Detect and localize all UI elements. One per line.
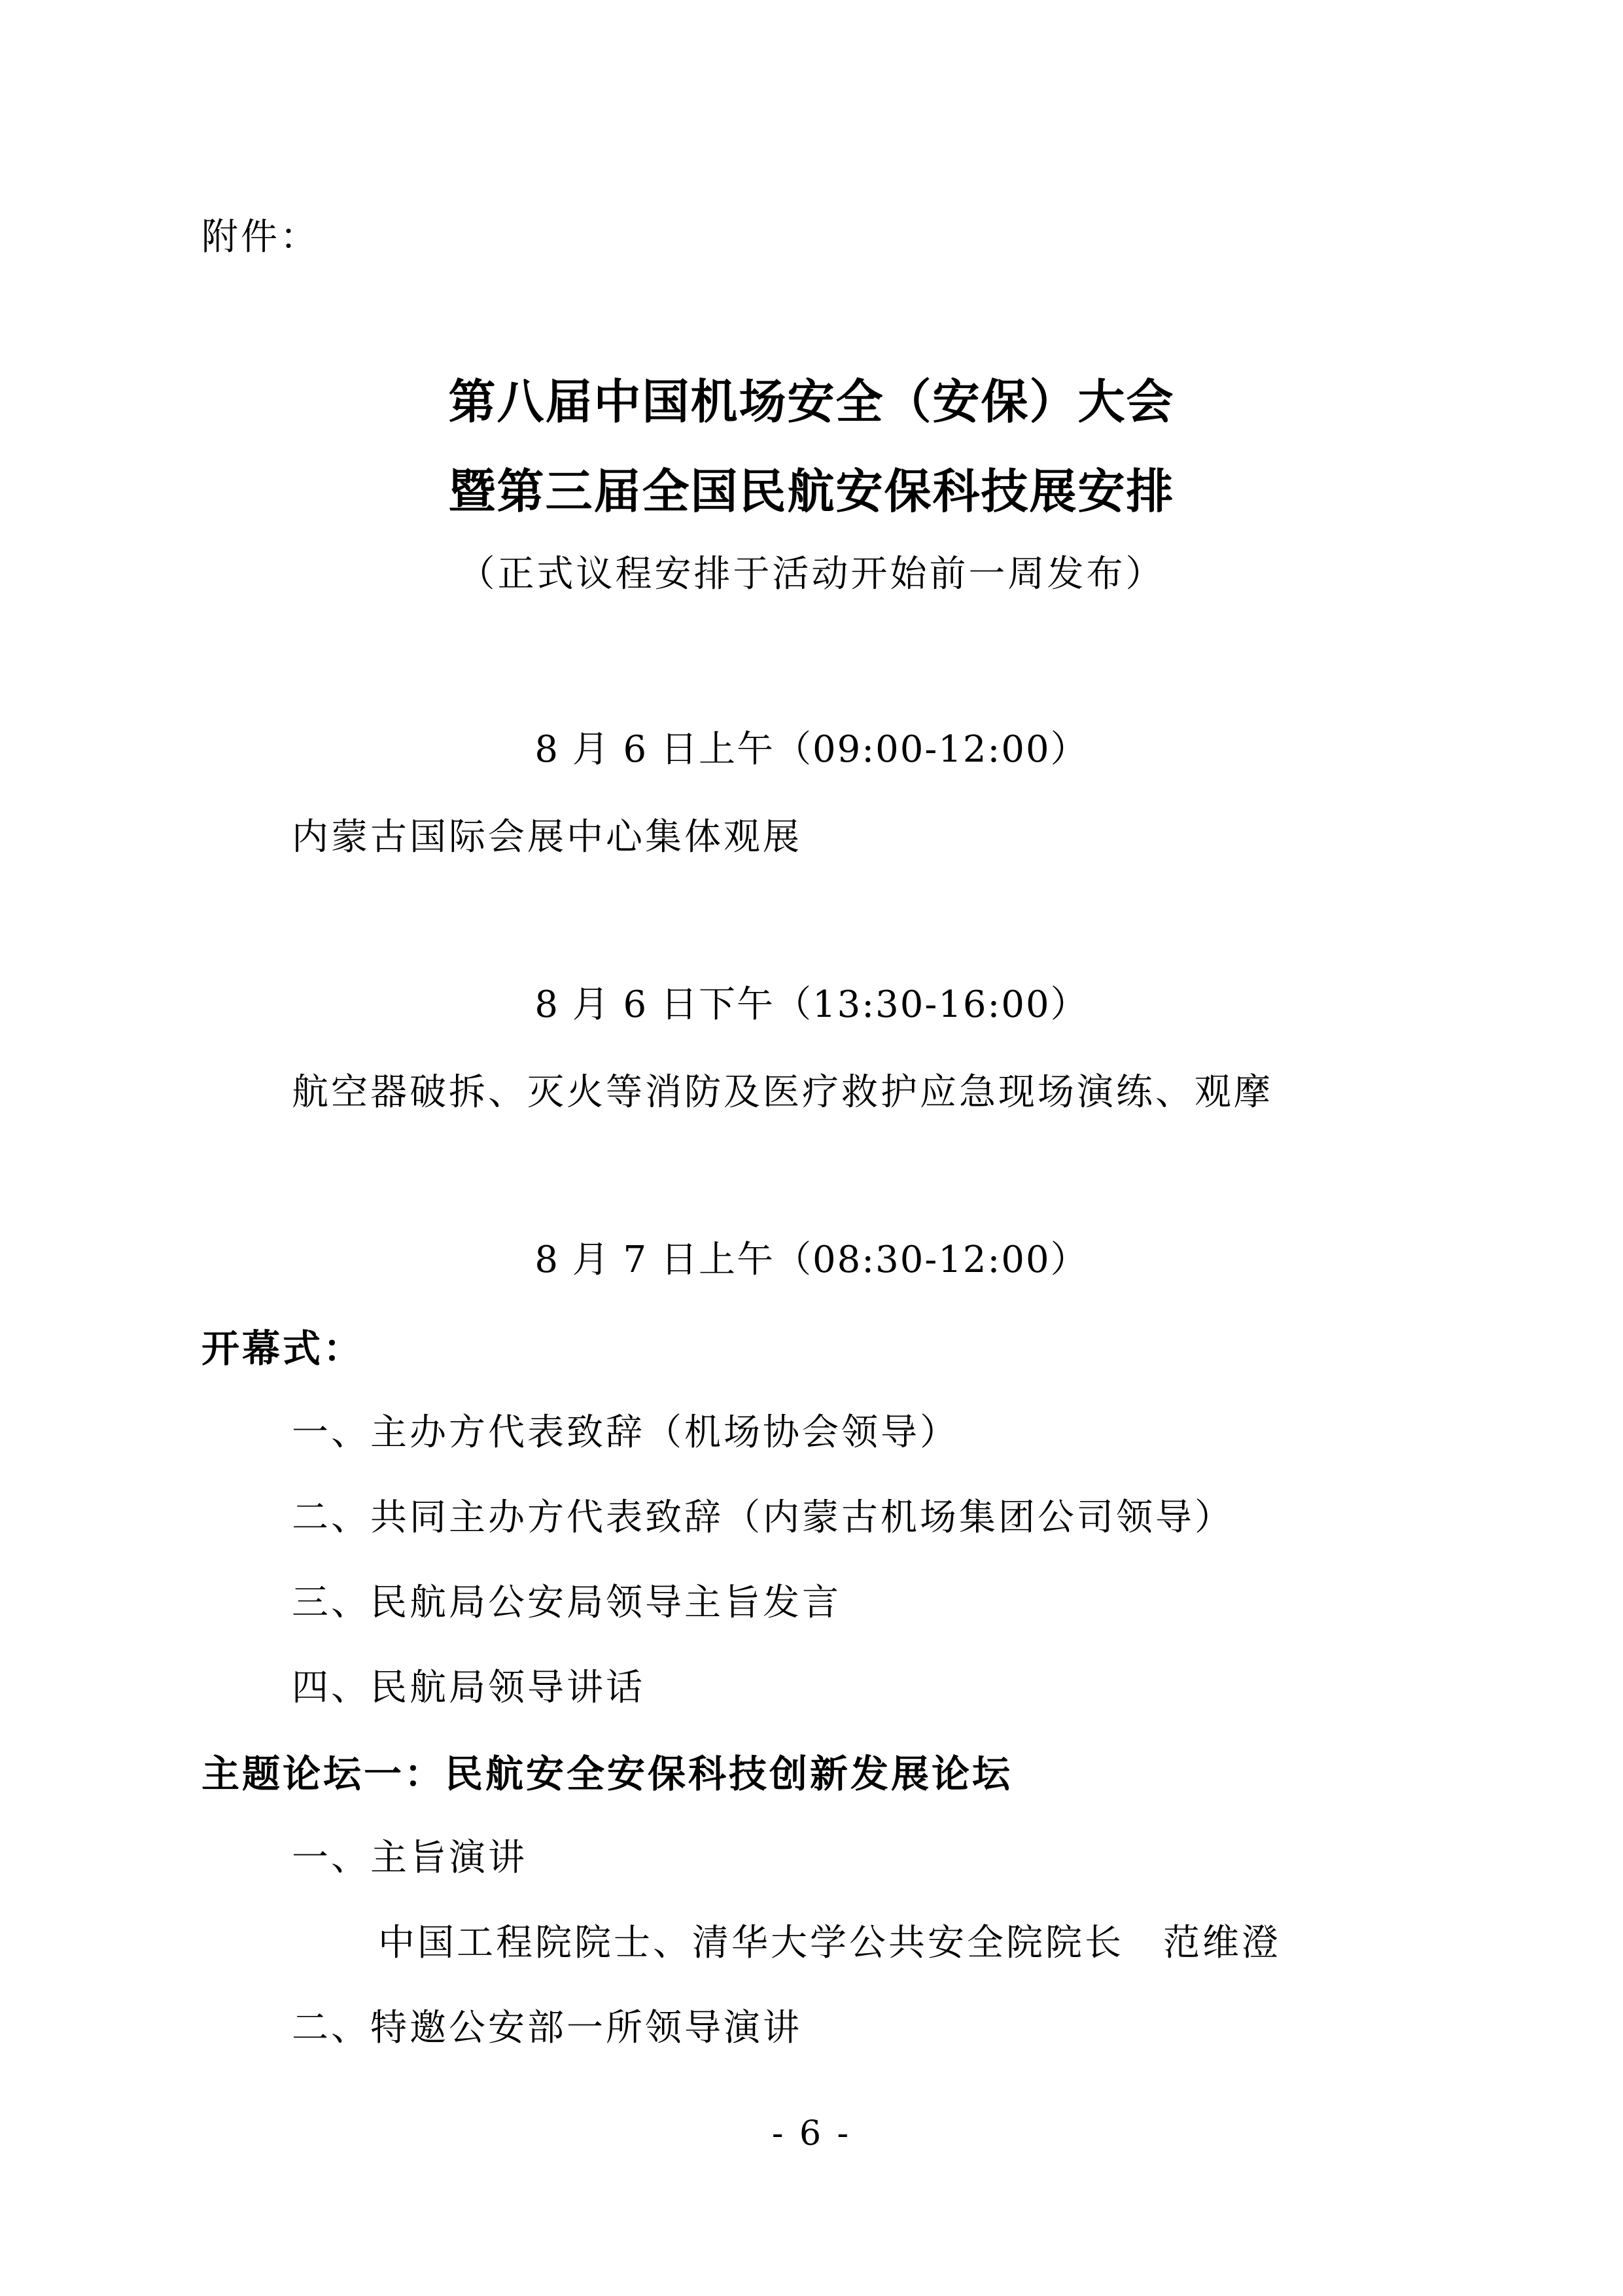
attachment-label: 附件： <box>201 216 319 258</box>
forum1-item-1: 一、主旨演讲 <box>292 1837 527 1879</box>
page-number: - 6 - <box>771 2114 852 2153</box>
forum1-speaker: 中国工程院院士、清华大学公共安全院院长 范维澄 <box>378 1922 1281 1964</box>
document-title-line2: 暨第三届全国民航安保科技展安排 <box>448 464 1175 519</box>
session-time-3: 8 月 7 日上午（08:30-12:00） <box>534 1239 1089 1281</box>
forum1-item-2: 二、特邀公安部一所领导演讲 <box>292 2007 802 2049</box>
opening-heading: 开幕式： <box>201 1326 364 1371</box>
document-subtitle: （正式议程安排于活动开始前一周发布） <box>458 553 1165 595</box>
document-title-line1: 第八届中国机场安全（安保）大会 <box>448 374 1175 429</box>
opening-item-1: 一、主办方代表致辞（机场协会领导） <box>292 1411 959 1454</box>
opening-item-2: 二、共同主办方代表致辞（内蒙古机场集团公司领导） <box>292 1496 1234 1539</box>
session-time-2: 8 月 6 日下午（13:30-16:00） <box>534 983 1089 1026</box>
forum1-heading: 主题论坛一：民航安全安保科技创新发展论坛 <box>201 1752 1013 1796</box>
session-content-2: 航空器破拆、灭火等消防及医疗救护应急现场演练、观摩 <box>292 1071 1273 1114</box>
opening-item-3: 三、民航局公安局领导主旨发言 <box>292 1581 841 1624</box>
opening-item-4: 四、民航局领导讲话 <box>292 1667 645 1709</box>
session-time-1: 8 月 6 日上午（09:00-12:00） <box>534 728 1089 771</box>
session-content-1: 内蒙古国际会展中心集体观展 <box>292 816 802 858</box>
